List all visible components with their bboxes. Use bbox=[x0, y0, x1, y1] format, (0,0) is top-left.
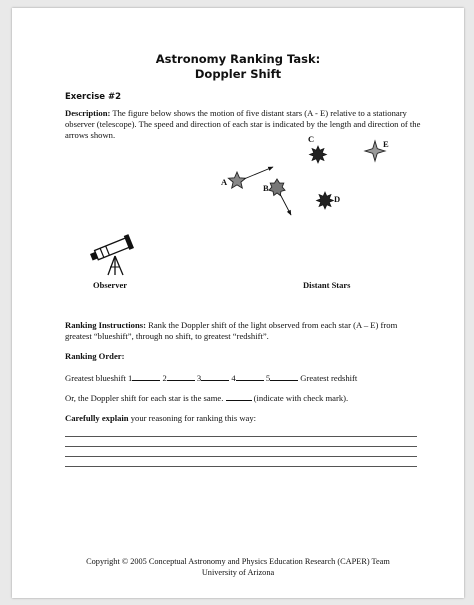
ranking-order-label: Ranking Order: bbox=[65, 351, 125, 361]
answer-line-3[interactable] bbox=[65, 456, 417, 457]
explain-label: Carefully explain bbox=[65, 413, 129, 423]
rank-number-4: 4 bbox=[231, 373, 236, 383]
rank-blank-4[interactable] bbox=[236, 372, 264, 381]
distant-stars-label: Distant Stars bbox=[303, 280, 351, 290]
rank-number-2: 2 bbox=[162, 373, 167, 383]
label-d: D bbox=[334, 194, 341, 204]
observer-label: Observer bbox=[93, 280, 127, 290]
worksheet-page bbox=[12, 8, 464, 598]
explain-text: your reasoning for ranking this way: bbox=[128, 413, 257, 423]
description-text: The figure below shows the motion of five distant stars (A - E) relative to a stationary observer (telescope). The speed and direction of each star is indicated by the length and direction of the arrows shown. bbox=[65, 108, 421, 140]
rank-blank-3[interactable] bbox=[201, 372, 229, 381]
ranking-order-row bbox=[65, 372, 445, 384]
star-a-arrow bbox=[244, 167, 273, 179]
label-a: A bbox=[221, 177, 228, 187]
same-shift-text: Or, the Doppler shift for each star is the same. bbox=[65, 393, 224, 403]
star-e bbox=[365, 141, 385, 161]
rank-blank-5[interactable] bbox=[270, 372, 298, 381]
greatest-redshift-label: Greatest redshift bbox=[300, 373, 358, 383]
explain-prompt bbox=[65, 413, 425, 424]
title-line-2: Doppler Shift bbox=[194, 67, 282, 81]
rank-number-3: 3 bbox=[196, 373, 202, 383]
rank-blank-2[interactable] bbox=[167, 372, 195, 381]
same-shift-row bbox=[65, 392, 445, 404]
answer-line-1[interactable] bbox=[65, 436, 417, 437]
copyright-line: Copyright © 2005 Conceptual Astronomy and Physics Education Research (CAPER) Team bbox=[86, 557, 390, 566]
star-b bbox=[269, 179, 291, 215]
label-e: E bbox=[383, 139, 389, 149]
label-c: C bbox=[308, 134, 315, 144]
university-line: University of Arizona bbox=[201, 567, 275, 577]
star-b-arrow bbox=[280, 194, 291, 215]
rank-blank-1[interactable] bbox=[132, 372, 160, 381]
label-b: B bbox=[263, 183, 269, 193]
greatest-blueshift-label: Greatest blueshift 1 bbox=[65, 373, 133, 383]
copyright-footer bbox=[12, 557, 464, 578]
same-shift-checkbox[interactable] bbox=[226, 392, 252, 401]
ranking-instructions-label: Ranking Instructions: bbox=[65, 320, 146, 330]
doppler-figure bbox=[12, 8, 464, 298]
title-line-1: Astronomy Ranking Task: bbox=[155, 52, 321, 66]
rank-number-5: 5 bbox=[265, 373, 271, 383]
star-c bbox=[310, 146, 327, 163]
exercise-number: Exercise #2 bbox=[65, 92, 122, 102]
star-d bbox=[317, 192, 334, 209]
answer-line-4[interactable] bbox=[65, 466, 417, 467]
telescope-icon bbox=[89, 235, 133, 275]
ranking-instructions bbox=[65, 320, 425, 342]
ranking-instructions-text: Rank the Doppler shift of the light observed from each star (A – E) from greatest “blueshift”, through no shift, to greatest “redshift”. bbox=[65, 320, 398, 341]
answer-line-2[interactable] bbox=[65, 446, 417, 447]
description-label: Description: bbox=[65, 108, 111, 118]
same-shift-note: (indicate with check mark). bbox=[253, 393, 349, 403]
